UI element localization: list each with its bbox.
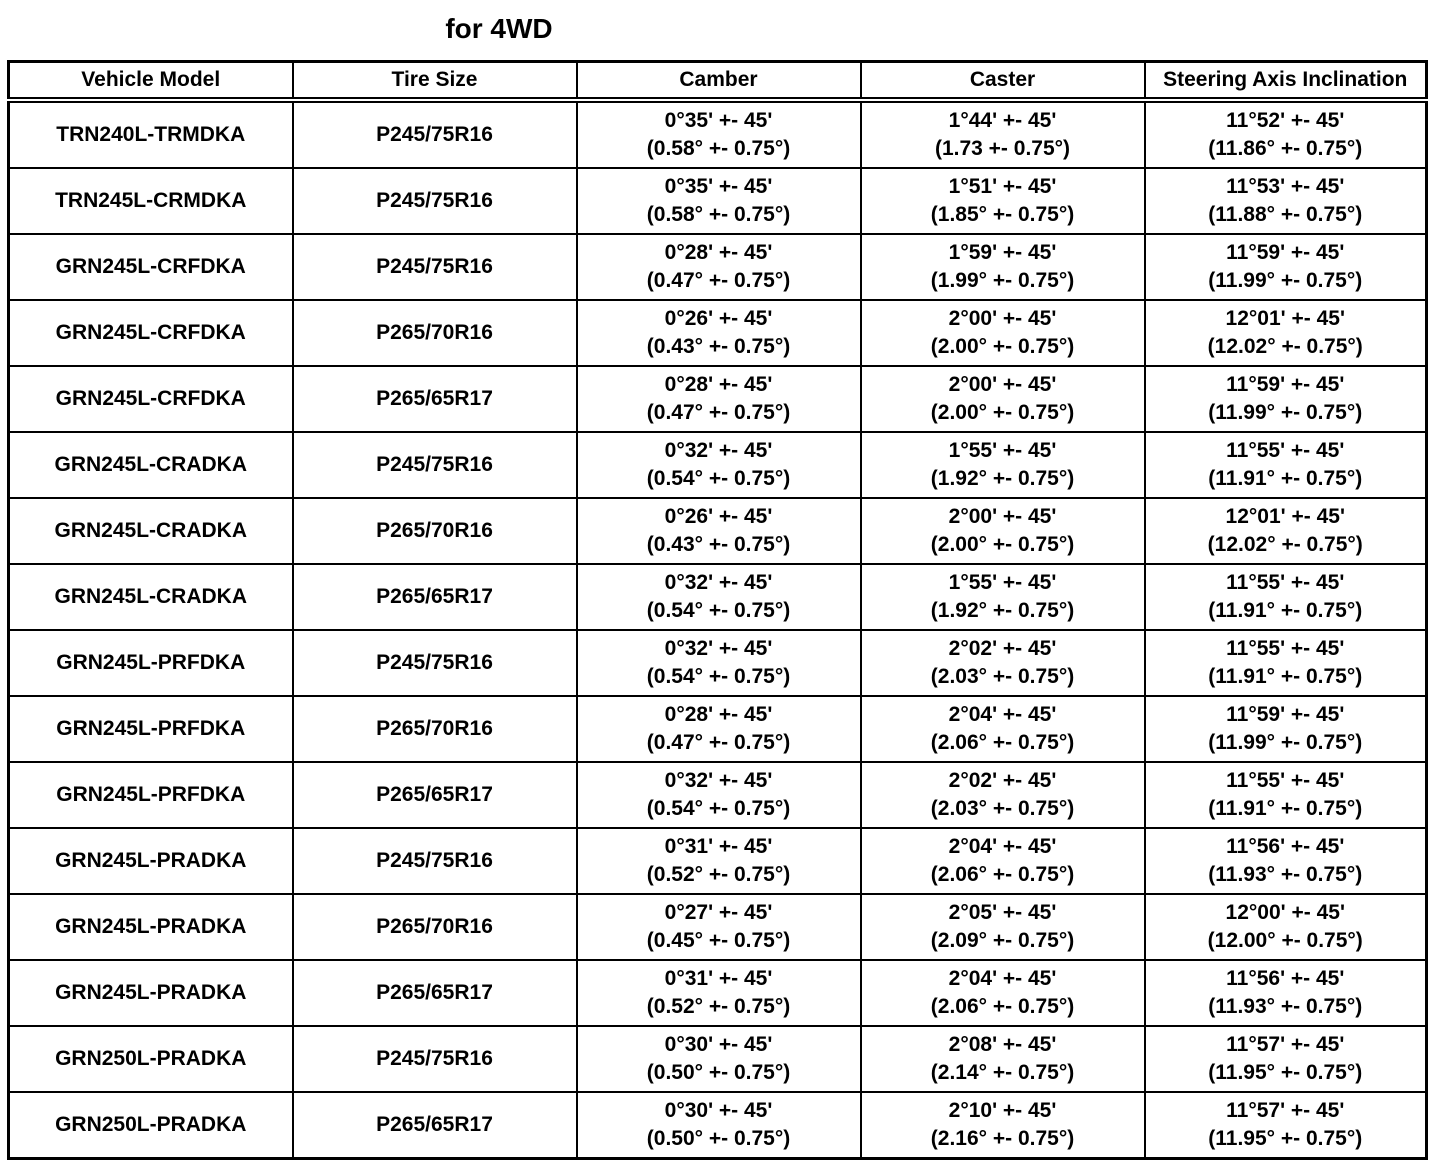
caster-cell <box>861 1026 1145 1092</box>
table-row <box>9 234 1427 300</box>
table-row <box>9 828 1427 894</box>
steering-axis-inclination-cell <box>1145 762 1427 828</box>
caster-cell <box>861 960 1145 1026</box>
table-row <box>9 1026 1427 1092</box>
table-row <box>9 366 1427 432</box>
tire-size-cell: P265/70R16 <box>293 300 577 366</box>
caster-cell <box>861 234 1145 300</box>
caster-cell-dms: 1°44' +- 45' <box>948 109 1057 132</box>
column-header-vehicle-model: Vehicle Model <box>9 62 293 101</box>
camber-cell-decimal: (0.58° +- 0.75°) <box>646 203 791 226</box>
steering-axis-inclination-cell-decimal: (11.86° +- 0.75°) <box>1208 137 1363 160</box>
table-row <box>9 894 1427 960</box>
caster-cell-dms: 1°59' +- 45' <box>948 241 1057 264</box>
camber-cell-dms: 0°26' +- 45' <box>664 307 773 330</box>
camber-cell <box>577 564 861 630</box>
steering-axis-inclination-cell-dms: 11°53' +- 45' <box>1226 175 1345 198</box>
vehicle-model-cell: GRN245L-CRFDKA <box>9 366 293 432</box>
table-row <box>9 564 1427 630</box>
vehicle-model-cell: GRN245L-CRFDKA <box>9 300 293 366</box>
camber-cell-decimal: (0.54° +- 0.75°) <box>646 665 791 688</box>
camber-cell-decimal: (0.50° +- 0.75°) <box>646 1127 791 1150</box>
camber-cell <box>577 168 861 234</box>
steering-axis-inclination-cell-decimal: (11.99° +- 0.75°) <box>1208 401 1363 424</box>
steering-axis-inclination-cell <box>1145 696 1427 762</box>
camber-cell <box>577 696 861 762</box>
caster-cell-dms: 2°08' +- 45' <box>948 1033 1057 1056</box>
vehicle-model-cell: GRN245L-PRADKA <box>9 894 293 960</box>
camber-cell <box>577 300 861 366</box>
camber-cell-dms: 0°32' +- 45' <box>664 571 773 594</box>
caster-cell-dms: 1°55' +- 45' <box>948 439 1057 462</box>
caster-cell-decimal: (2.06° +- 0.75°) <box>930 863 1075 886</box>
vehicle-model-cell: TRN245L-CRMDKA <box>9 168 293 234</box>
camber-cell <box>577 432 861 498</box>
camber-cell-decimal: (0.58° +- 0.75°) <box>646 137 791 160</box>
table-header <box>9 62 1427 101</box>
caster-cell <box>861 100 1145 168</box>
steering-axis-inclination-cell-dms: 11°57' +- 45' <box>1226 1099 1345 1122</box>
camber-cell-decimal: (0.47° +- 0.75°) <box>646 731 791 754</box>
steering-axis-inclination-cell <box>1145 1026 1427 1092</box>
steering-axis-inclination-cell-decimal: (11.91° +- 0.75°) <box>1208 797 1363 820</box>
camber-cell-dms: 0°32' +- 45' <box>664 769 773 792</box>
steering-axis-inclination-cell-decimal: (11.93° +- 0.75°) <box>1208 995 1363 1018</box>
table-row <box>9 432 1427 498</box>
caster-cell <box>861 432 1145 498</box>
steering-axis-inclination-cell-decimal: (11.91° +- 0.75°) <box>1208 665 1363 688</box>
tire-size-cell: P265/65R17 <box>293 366 577 432</box>
caster-cell-decimal: (1.99° +- 0.75°) <box>930 269 1075 292</box>
steering-axis-inclination-cell-decimal: (11.91° +- 0.75°) <box>1208 467 1363 490</box>
caster-cell <box>861 168 1145 234</box>
caster-cell-dms: 2°02' +- 45' <box>948 637 1057 660</box>
steering-axis-inclination-cell <box>1145 300 1427 366</box>
caster-cell <box>861 498 1145 564</box>
steering-axis-inclination-cell <box>1145 960 1427 1026</box>
steering-axis-inclination-cell-decimal: (11.88° +- 0.75°) <box>1208 203 1363 226</box>
tire-size-cell: P245/75R16 <box>293 234 577 300</box>
caster-cell-decimal: (2.03° +- 0.75°) <box>930 797 1075 820</box>
table-row <box>9 960 1427 1026</box>
caster-cell <box>861 630 1145 696</box>
camber-cell-dms: 0°31' +- 45' <box>664 835 773 858</box>
caster-cell-dms: 2°05' +- 45' <box>948 901 1057 924</box>
camber-cell-decimal: (0.50° +- 0.75°) <box>646 1061 791 1084</box>
steering-axis-inclination-cell-dms: 11°55' +- 45' <box>1226 637 1345 660</box>
camber-cell-decimal: (0.43° +- 0.75°) <box>646 335 791 358</box>
caster-cell-decimal: (2.00° +- 0.75°) <box>930 533 1075 556</box>
vehicle-model-cell: GRN245L-PRFDKA <box>9 696 293 762</box>
caster-cell-dms: 2°00' +- 45' <box>948 505 1057 528</box>
caster-cell-decimal: (2.00° +- 0.75°) <box>930 335 1075 358</box>
caster-cell-decimal: (1.92° +- 0.75°) <box>930 467 1075 490</box>
column-header-steering-axis-inclination: Steering Axis Inclination <box>1145 62 1427 101</box>
steering-axis-inclination-cell-decimal: (12.02° +- 0.75°) <box>1207 335 1363 358</box>
vehicle-model-cell: GRN245L-PRFDKA <box>9 630 293 696</box>
steering-axis-inclination-cell <box>1145 366 1427 432</box>
tire-size-cell: P245/75R16 <box>293 1026 577 1092</box>
steering-axis-inclination-cell-decimal: (11.99° +- 0.75°) <box>1208 731 1363 754</box>
caster-cell <box>861 828 1145 894</box>
camber-cell-dms: 0°35' +- 45' <box>664 109 773 132</box>
vehicle-model-cell: GRN245L-CRADKA <box>9 432 293 498</box>
steering-axis-inclination-cell-dms: 11°57' +- 45' <box>1226 1033 1345 1056</box>
camber-cell-dms: 0°28' +- 45' <box>664 373 773 396</box>
steering-axis-inclination-cell-decimal: (12.02° +- 0.75°) <box>1207 533 1363 556</box>
steering-axis-inclination-cell-dms: 11°59' +- 45' <box>1226 241 1345 264</box>
caster-cell <box>861 366 1145 432</box>
tire-size-cell: P245/75R16 <box>293 630 577 696</box>
tire-size-cell: P265/70R16 <box>293 894 577 960</box>
tire-size-cell: P265/65R17 <box>293 564 577 630</box>
steering-axis-inclination-cell-dms: 11°55' +- 45' <box>1226 571 1345 594</box>
camber-cell-decimal: (0.54° +- 0.75°) <box>646 797 791 820</box>
caster-cell-decimal: (2.09° +- 0.75°) <box>930 929 1075 952</box>
page-title <box>0 10 1440 48</box>
camber-cell-dms: 0°26' +- 45' <box>664 505 773 528</box>
caster-cell-dms: 2°00' +- 45' <box>948 373 1057 396</box>
caster-cell <box>861 696 1145 762</box>
steering-axis-inclination-cell-decimal: (11.99° +- 0.75°) <box>1208 269 1363 292</box>
steering-axis-inclination-cell-dms: 11°55' +- 45' <box>1226 439 1345 462</box>
camber-cell-decimal: (0.47° +- 0.75°) <box>646 269 791 292</box>
caster-cell <box>861 564 1145 630</box>
steering-axis-inclination-cell-dms: 11°59' +- 45' <box>1226 703 1345 726</box>
vehicle-model-cell: GRN245L-PRADKA <box>9 828 293 894</box>
vehicle-model-cell: GRN250L-PRADKA <box>9 1026 293 1092</box>
steering-axis-inclination-cell <box>1145 894 1427 960</box>
caster-cell-dms: 2°04' +- 45' <box>948 703 1057 726</box>
tire-size-cell: P265/65R17 <box>293 960 577 1026</box>
vehicle-model-cell: GRN245L-CRADKA <box>9 564 293 630</box>
camber-cell <box>577 1026 861 1092</box>
camber-cell-dms: 0°32' +- 45' <box>664 637 773 660</box>
steering-axis-inclination-cell-decimal: (11.95° +- 0.75°) <box>1208 1127 1363 1150</box>
table-row <box>9 498 1427 564</box>
camber-cell-decimal: (0.43° +- 0.75°) <box>646 533 791 556</box>
column-header-camber: Camber <box>577 62 861 101</box>
steering-axis-inclination-cell <box>1145 100 1427 168</box>
caster-cell-dms: 2°02' +- 45' <box>948 769 1057 792</box>
vehicle-model-cell: GRN250L-PRADKA <box>9 1092 293 1159</box>
camber-cell <box>577 960 861 1026</box>
table-row <box>9 100 1427 168</box>
page-title-text: for 4WD <box>445 13 553 44</box>
caster-cell-decimal: (2.03° +- 0.75°) <box>930 665 1075 688</box>
vehicle-model-cell: TRN240L-TRMDKA <box>9 100 293 168</box>
camber-cell-dms: 0°30' +- 45' <box>664 1033 773 1056</box>
camber-cell-decimal: (0.52° +- 0.75°) <box>646 863 791 886</box>
steering-axis-inclination-cell <box>1145 1092 1427 1159</box>
header-row <box>9 62 1427 101</box>
steering-axis-inclination-cell-dms: 12°00' +- 45' <box>1225 901 1345 924</box>
tire-size-cell: P245/75R16 <box>293 100 577 168</box>
camber-cell <box>577 630 861 696</box>
caster-cell-dms: 1°51' +- 45' <box>948 175 1057 198</box>
caster-cell-decimal: (1.73 +- 0.75°) <box>934 137 1071 160</box>
caster-cell-dms: 2°04' +- 45' <box>948 967 1057 990</box>
steering-axis-inclination-cell-decimal: (12.00° +- 0.75°) <box>1207 929 1363 952</box>
steering-axis-inclination-cell <box>1145 432 1427 498</box>
tire-size-cell: P265/65R17 <box>293 762 577 828</box>
camber-cell-dms: 0°32' +- 45' <box>664 439 773 462</box>
caster-cell-decimal: (2.06° +- 0.75°) <box>930 995 1075 1018</box>
steering-axis-inclination-cell <box>1145 498 1427 564</box>
column-header-tire-size: Tire Size <box>293 62 577 101</box>
column-header-caster: Caster <box>861 62 1145 101</box>
steering-axis-inclination-cell-decimal: (11.95° +- 0.75°) <box>1208 1061 1363 1084</box>
table-row <box>9 762 1427 828</box>
camber-cell-dms: 0°27' +- 45' <box>664 901 773 924</box>
camber-cell-decimal: (0.52° +- 0.75°) <box>646 995 791 1018</box>
steering-axis-inclination-cell-dms: 11°59' +- 45' <box>1226 373 1345 396</box>
camber-cell-decimal: (0.54° +- 0.75°) <box>646 467 791 490</box>
caster-cell-dms: 1°55' +- 45' <box>948 571 1057 594</box>
camber-cell <box>577 498 861 564</box>
camber-cell-decimal: (0.54° +- 0.75°) <box>646 599 791 622</box>
vehicle-model-cell: GRN245L-CRADKA <box>9 498 293 564</box>
caster-cell-decimal: (2.14° +- 0.75°) <box>930 1061 1075 1084</box>
caster-cell-dms: 2°00' +- 45' <box>948 307 1057 330</box>
steering-axis-inclination-cell <box>1145 630 1427 696</box>
table-row <box>9 168 1427 234</box>
camber-cell <box>577 366 861 432</box>
steering-axis-inclination-cell-dms: 12°01' +- 45' <box>1225 307 1345 330</box>
steering-axis-inclination-cell <box>1145 234 1427 300</box>
camber-cell-decimal: (0.45° +- 0.75°) <box>646 929 791 952</box>
caster-cell-decimal: (1.92° +- 0.75°) <box>930 599 1075 622</box>
caster-cell <box>861 762 1145 828</box>
tire-size-cell: P245/75R16 <box>293 432 577 498</box>
table-row <box>9 300 1427 366</box>
steering-axis-inclination-cell-dms: 11°56' +- 45' <box>1226 835 1345 858</box>
caster-cell-decimal: (2.06° +- 0.75°) <box>930 731 1075 754</box>
caster-cell-decimal: (2.00° +- 0.75°) <box>930 401 1075 424</box>
camber-cell-dms: 0°28' +- 45' <box>664 703 773 726</box>
camber-cell <box>577 100 861 168</box>
alignment-spec-table <box>7 60 1428 1160</box>
steering-axis-inclination-cell-dms: 12°01' +- 45' <box>1225 505 1345 528</box>
steering-axis-inclination-cell-dms: 11°52' +- 45' <box>1226 109 1345 132</box>
camber-cell-dms: 0°35' +- 45' <box>664 175 773 198</box>
table-body <box>9 100 1427 1159</box>
steering-axis-inclination-cell <box>1145 564 1427 630</box>
steering-axis-inclination-cell-dms: 11°55' +- 45' <box>1226 769 1345 792</box>
tire-size-cell: P265/65R17 <box>293 1092 577 1159</box>
caster-cell <box>861 300 1145 366</box>
steering-axis-inclination-cell-decimal: (11.93° +- 0.75°) <box>1208 863 1363 886</box>
camber-cell <box>577 762 861 828</box>
caster-cell-decimal: (1.85° +- 0.75°) <box>930 203 1075 226</box>
camber-cell-dms: 0°30' +- 45' <box>664 1099 773 1122</box>
tire-size-cell: P245/75R16 <box>293 828 577 894</box>
steering-axis-inclination-cell-dms: 11°56' +- 45' <box>1226 967 1345 990</box>
camber-cell-decimal: (0.47° +- 0.75°) <box>646 401 791 424</box>
vehicle-model-cell: GRN245L-PRADKA <box>9 960 293 1026</box>
camber-cell <box>577 1092 861 1159</box>
camber-cell <box>577 894 861 960</box>
caster-cell-decimal: (2.16° +- 0.75°) <box>930 1127 1075 1150</box>
tire-size-cell: P245/75R16 <box>293 168 577 234</box>
table-row <box>9 696 1427 762</box>
table-row <box>9 630 1427 696</box>
camber-cell <box>577 828 861 894</box>
tire-size-cell: P265/70R16 <box>293 498 577 564</box>
camber-cell-dms: 0°31' +- 45' <box>664 967 773 990</box>
tire-size-cell: P265/70R16 <box>293 696 577 762</box>
vehicle-model-cell: GRN245L-PRFDKA <box>9 762 293 828</box>
steering-axis-inclination-cell-decimal: (11.91° +- 0.75°) <box>1208 599 1363 622</box>
vehicle-model-cell: GRN245L-CRFDKA <box>9 234 293 300</box>
caster-cell-dms: 2°10' +- 45' <box>948 1099 1057 1122</box>
steering-axis-inclination-cell <box>1145 168 1427 234</box>
steering-axis-inclination-cell <box>1145 828 1427 894</box>
table-row <box>9 1092 1427 1159</box>
caster-cell-dms: 2°04' +- 45' <box>948 835 1057 858</box>
caster-cell <box>861 894 1145 960</box>
camber-cell-dms: 0°28' +- 45' <box>664 241 773 264</box>
camber-cell <box>577 234 861 300</box>
caster-cell <box>861 1092 1145 1159</box>
